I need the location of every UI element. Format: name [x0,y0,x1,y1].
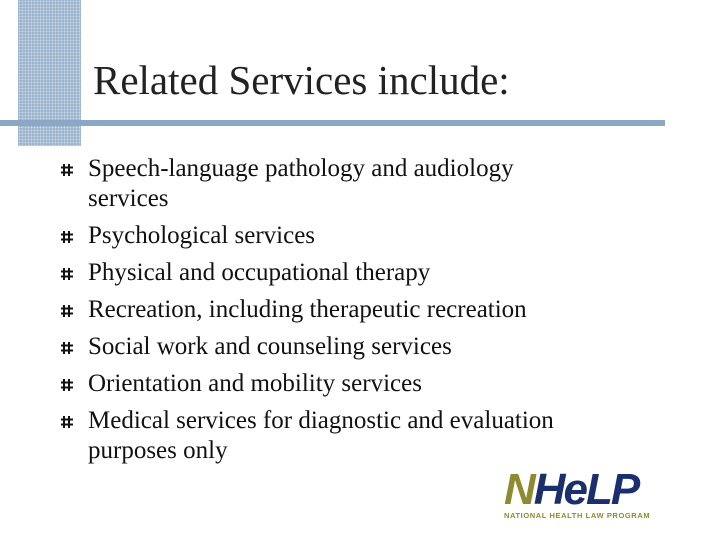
hash-bullet-icon [60,230,74,244]
hash-bullet-icon [60,378,74,392]
list-item [60,258,660,288]
list-item-text: Physical and occupational therapy [88,259,431,286]
hash-bullet-icon [60,267,74,281]
list-item-text: Orientation and mobility services [88,370,422,397]
list-item [60,332,660,362]
logo-subtitle: NATIONAL HEALTH LAW PROGRAM [504,511,651,520]
list-item-text: Medical services for diagnostic and evaluation [88,407,554,434]
list-item-text: Psychological services [88,222,316,249]
list-item [60,221,660,251]
list-item-text-continued: purposes only [88,437,228,464]
list-item-text: Recreation, including therapeutic recreation [88,296,527,323]
list-item [60,154,660,214]
slide-title: Related Services include: [93,57,510,103]
logo-wordmark [504,465,639,514]
list-item-text: Social work and counseling services [88,333,452,360]
hash-bullet-icon [60,163,74,177]
list-item [60,406,660,466]
hash-bullet-icon [60,304,74,318]
title-underline-rule [0,120,665,126]
logo-letter-n: N [504,465,534,514]
list-item [60,295,660,325]
nhelp-logo [500,465,705,524]
list-item [60,369,660,399]
logo-letters-help: HeLP [533,465,639,514]
hash-bullet-icon [60,341,74,355]
bullet-list [60,154,660,473]
list-item-text-continued: services [88,185,169,212]
hash-bullet-icon [60,415,74,429]
list-item-text: Speech-language pathology and audiology [88,155,514,182]
